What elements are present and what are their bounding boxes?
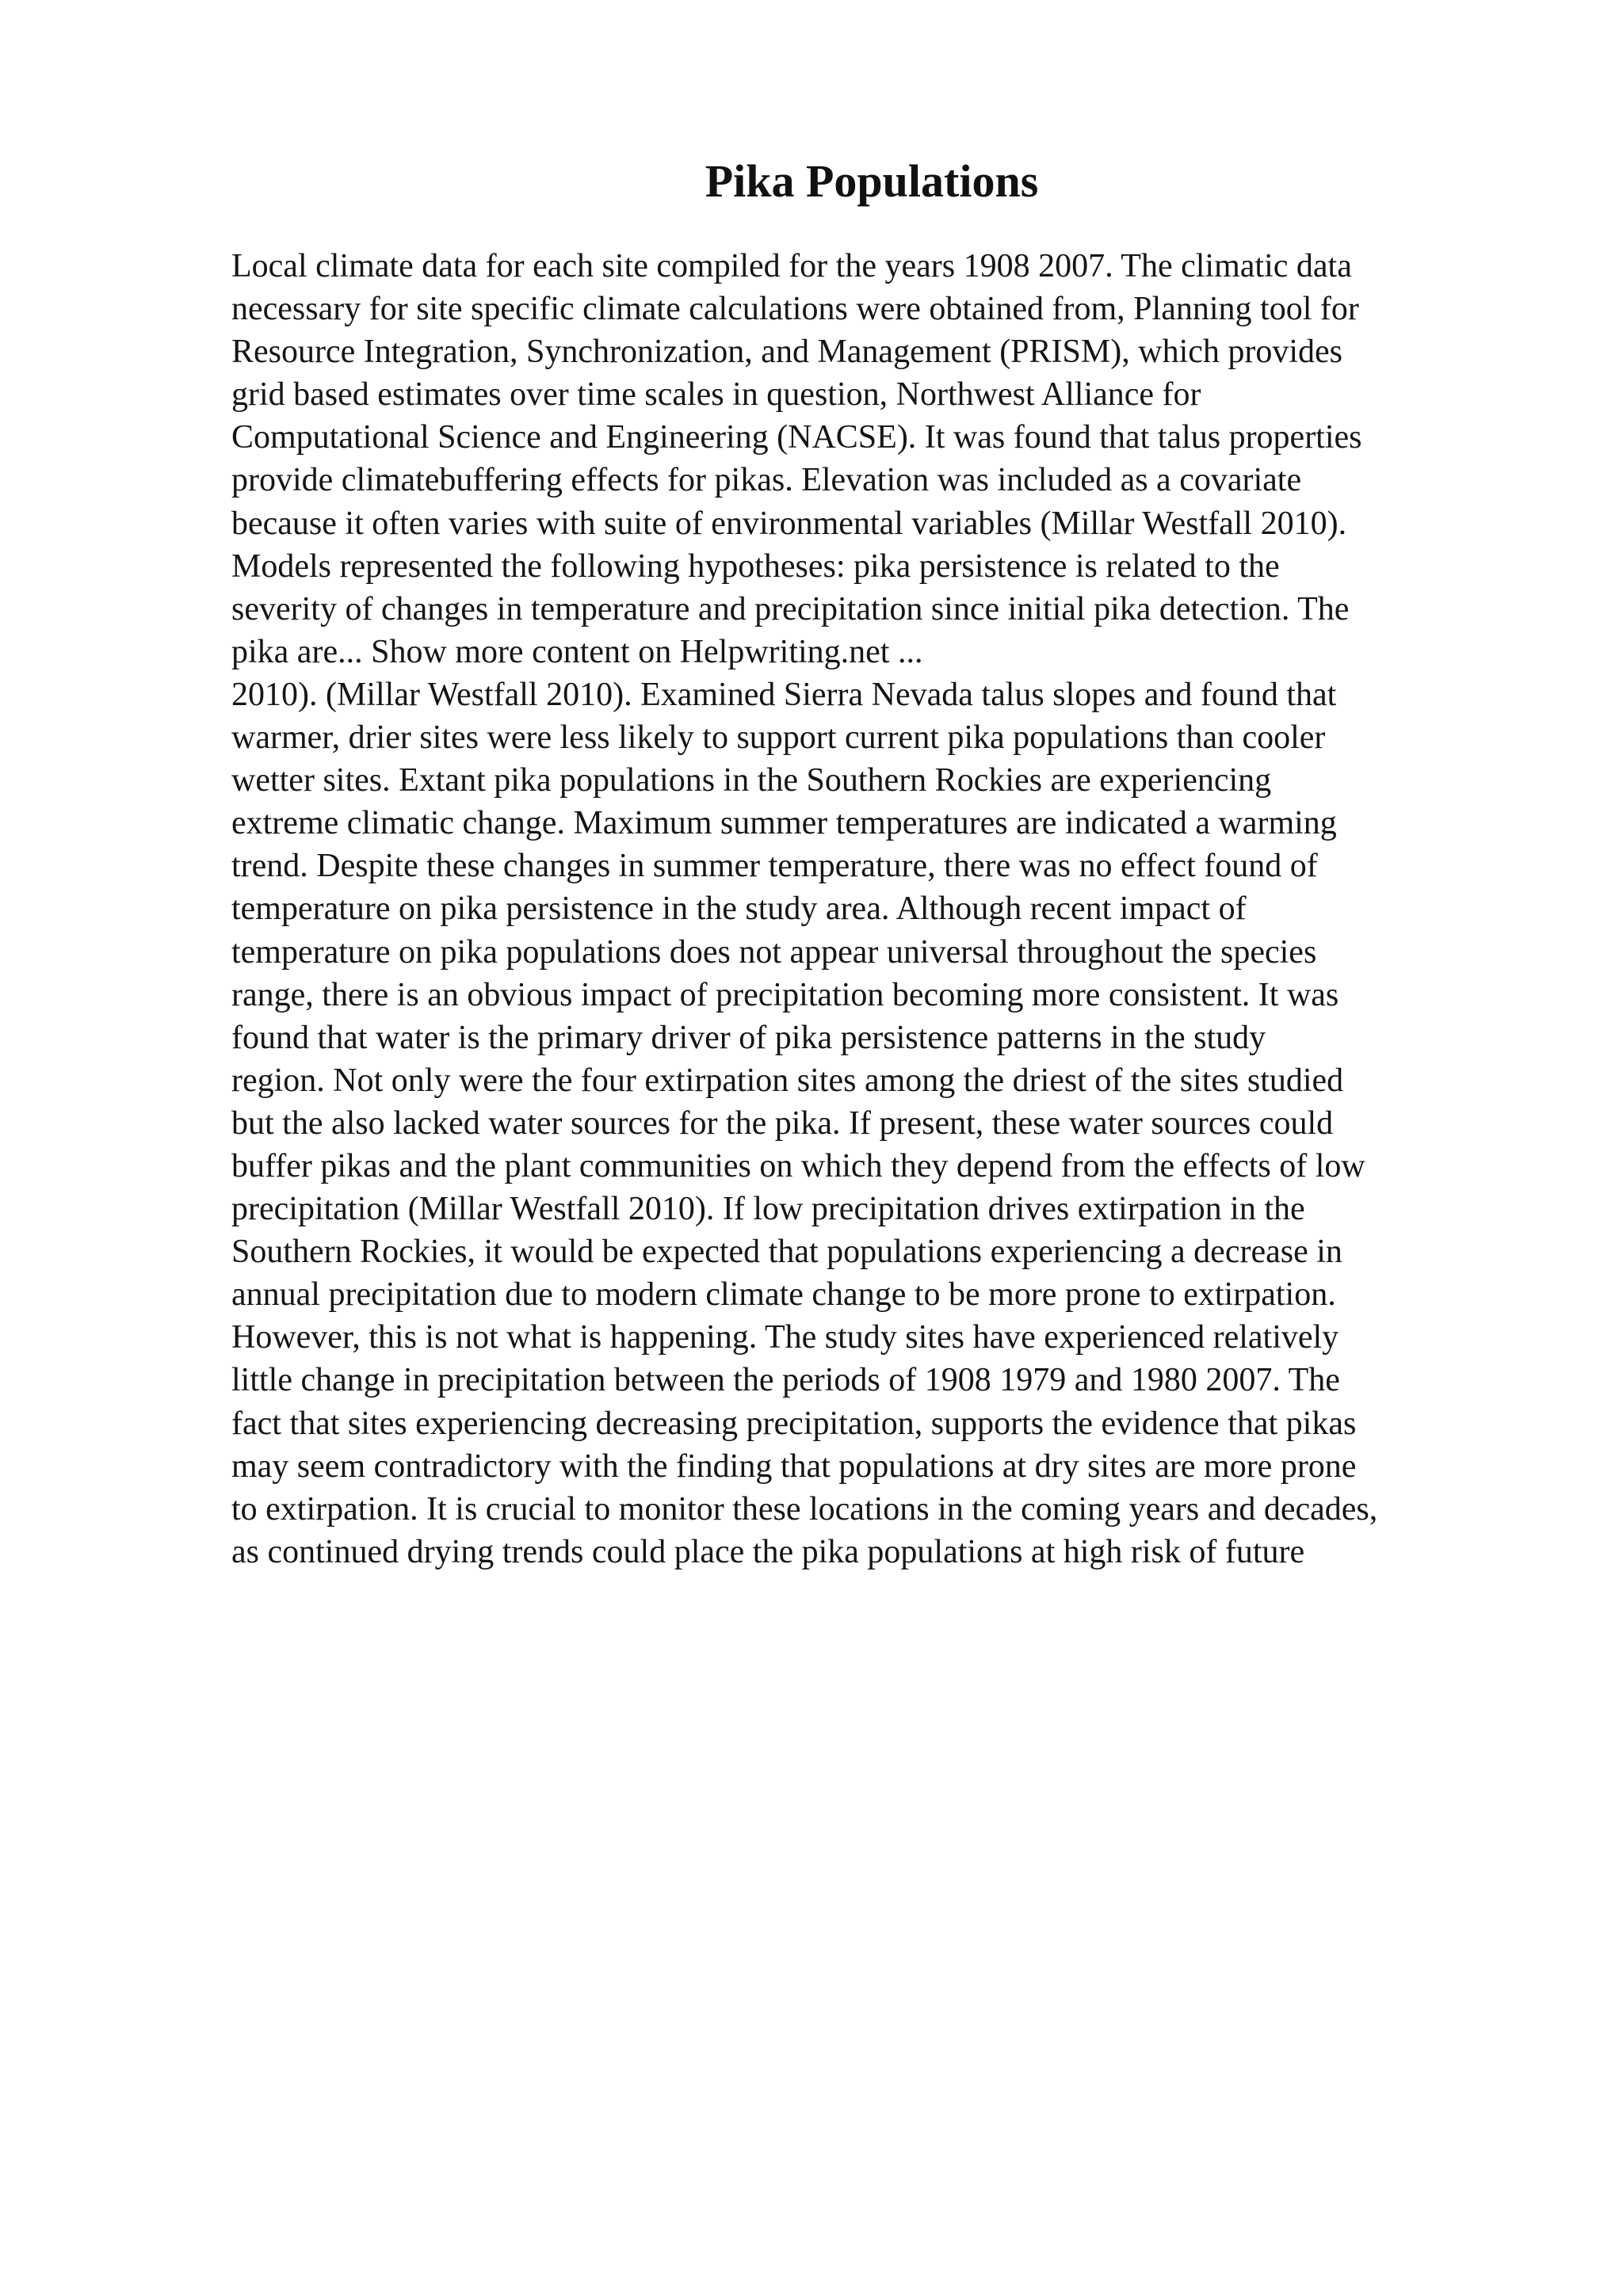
body-line: Local climate data for each site compiled for the years 1908 2007. The climatic data [231,248,1352,284]
body-line: annual precipitation due to modern climate change to be more prone to extirpation. [231,1276,1336,1314]
body-line: Models represented the following hypotheses: pika persistence is related to the [231,547,1280,585]
body-line: temperature on pika persistence in the study area. Although recent impact of [231,891,1247,928]
body-line: temperature on pika populations does not appear universal throughout the species [231,933,1317,971]
essay-body [231,245,1623,1573]
body-line: grid based estimates over time scales in question, Northwest Alliance for [231,376,1201,414]
body-line: necessary for site specific climate calculations were obtained from, Planning tool for [231,291,1359,328]
body-line: trend. Despite these changes in summer temperature, there was no effect found of [231,848,1318,885]
body-line: range, there is an obvious impact of precipitation becoming more consistent. It was [231,976,1339,1013]
body-line: to extirpation. It is crucial to monitor these locations in the coming years and decades, [231,1490,1378,1527]
body-line: extreme climatic change. Maximum summer temperatures are indicated a warming [231,805,1337,842]
body-line: Computational Science and Engineering (NACSE). It was found that talus properties [231,419,1362,456]
page-title: Pika Populations [705,155,1039,207]
body-line: little change in precipitation between the periods of 1908 1979 and 1980 2007. The [231,1362,1340,1399]
body-line: may seem contradictory with the finding that populations at dry sites are more prone [231,1447,1357,1485]
body-line: because it often varies with suite of environmental variables (Millar Westfall 2010). [231,505,1347,542]
body-line: wetter sites. Extant pika populations in the Southern Rockies are experiencing [231,762,1272,799]
body-line: severity of changes in temperature and precipitation since initial pika detection. The [231,590,1350,627]
body-line: as continued drying trends could place the pika populations at high risk of future [231,1533,1305,1570]
body-line: pika are... Show more content on Helpwriting.net ... [231,633,923,670]
body-line: 2010). (Millar Westfall 2010). Examined Sierra Nevada talus slopes and found that [231,676,1337,713]
body-line: precipitation (Millar Westfall 2010). If low precipitation drives extirpation in the [231,1191,1305,1228]
body-line: However, this is not what is happening. The study sites have experienced relatively [231,1319,1339,1356]
body-line: fact that sites experiencing decreasing precipitation, supports the evidence that pikas [231,1405,1357,1442]
body-line: Resource Integration, Synchronization, and Management (PRISM), which provides [231,334,1343,371]
body-line: found that water is the primary driver of pika persistence patterns in the study [231,1019,1266,1056]
body-line: warmer, drier sites were less likely to support current pika populations than cooler [231,719,1326,757]
body-line: but the also lacked water sources for the pika. If present, these water sources could [231,1104,1334,1142]
body-line: provide climatebuffering effects for pikas. Elevation was included as a covariate [231,462,1302,499]
body-line: region. Not only were the four extirpation sites among the driest of the sites studied [231,1062,1344,1099]
body-line: buffer pikas and the plant communities on which they depend from the effects of low [231,1147,1365,1184]
body-line: Southern Rockies, it would be expected that populations experiencing a decrease in [231,1234,1342,1271]
